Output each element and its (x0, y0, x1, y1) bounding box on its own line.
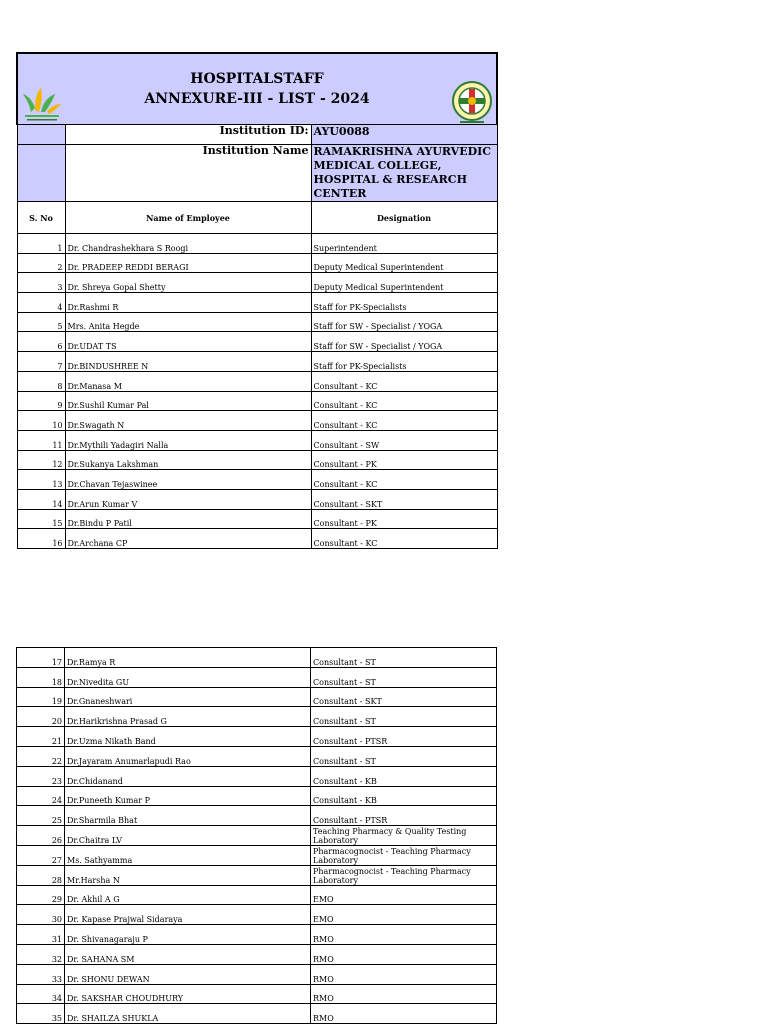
row-serial-number: 29 (17, 885, 65, 905)
row-employee-name: Dr. SHONU DEWAN (65, 964, 311, 984)
row-designation: Consultant - ST (311, 746, 497, 766)
row-employee-name: Dr.Ramya R (65, 648, 311, 668)
blank-cell (17, 145, 65, 202)
row-serial-number: 22 (17, 746, 65, 766)
college-logo-icon (21, 84, 63, 124)
table-row (17, 826, 497, 846)
row-serial-number: 18 (17, 667, 65, 687)
institution-id-label: Institution ID: (65, 125, 311, 145)
row-serial-number: 10 (17, 411, 65, 431)
row-employee-name: Dr.Bindu P Patil (65, 509, 311, 529)
table-row (17, 312, 497, 332)
table-row (17, 450, 497, 470)
table-row (17, 727, 497, 747)
row-employee-name: Dr. SAHANA SM (65, 944, 311, 964)
row-designation: Consultant - ST (311, 707, 497, 727)
row-serial-number: 14 (17, 489, 65, 509)
row-employee-name: Dr.Harikrishna Prasad G (65, 707, 311, 727)
row-designation: Staff for PK-Specialists (311, 352, 497, 372)
row-serial-number: 5 (17, 312, 65, 332)
row-serial-number: 8 (17, 371, 65, 391)
row-designation: RMO (311, 925, 497, 945)
table-row (17, 925, 497, 945)
row-designation: Consultant - KB (311, 766, 497, 786)
row-serial-number: 13 (17, 470, 65, 490)
table-row (17, 332, 497, 352)
row-employee-name: Dr. PRADEEP REDDI BERAGI (65, 253, 311, 273)
title-banner (17, 53, 497, 125)
table-row (17, 293, 497, 313)
table-row (17, 786, 497, 806)
row-serial-number: 25 (17, 806, 65, 826)
row-employee-name: Dr. Akhil A G (65, 885, 311, 905)
row-designation: Consultant - PTSR (311, 727, 497, 747)
row-employee-name: Dr. Chandrashekhara S Roogi (65, 234, 311, 254)
institution-name-label: Institution Name (65, 145, 311, 202)
row-employee-name: Mr.Harsha N (65, 865, 311, 885)
row-employee-name: Dr.Gnaneshwari (65, 687, 311, 707)
row-employee-name: Dr.UDAT TS (65, 332, 311, 352)
institution-seal-icon (451, 81, 493, 125)
row-employee-name: Dr.Chavan Tejaswinee (65, 470, 311, 490)
row-designation: Deputy Medical Superintendent (311, 253, 497, 273)
row-employee-name: Mrs. Anita Hegde (65, 312, 311, 332)
row-serial-number: 24 (17, 786, 65, 806)
row-employee-name: Dr. Kapase Prajwal Sidaraya (65, 905, 311, 925)
row-serial-number: 1 (17, 234, 65, 254)
row-serial-number: 32 (17, 944, 65, 964)
row-designation: RMO (311, 944, 497, 964)
row-employee-name: Dr.Uzma Nikath Band (65, 727, 311, 747)
row-designation: Consultant - ST (311, 667, 497, 687)
row-serial-number: 9 (17, 391, 65, 411)
table-row (17, 391, 497, 411)
row-employee-name: Dr. Shivanagaraju P (65, 925, 311, 945)
table-row (17, 411, 497, 431)
row-designation: Consultant - PK (311, 450, 497, 470)
table-row (17, 667, 497, 687)
table-row (17, 687, 497, 707)
row-designation: Consultant - SKT (311, 687, 497, 707)
row-designation: Consultant - SW (311, 430, 497, 450)
staff-table-page-2 (16, 647, 497, 1024)
row-employee-name: Dr.Sushil Kumar Pal (65, 391, 311, 411)
row-designation: RMO (311, 1004, 497, 1024)
row-employee-name: Dr. Shreya Gopal Shetty (65, 273, 311, 293)
table-row (17, 885, 497, 905)
column-header-designation: Designation (311, 202, 497, 234)
row-serial-number: 11 (17, 430, 65, 450)
row-designation: Consultant - KC (311, 411, 497, 431)
table-row (17, 984, 497, 1004)
row-serial-number: 20 (17, 707, 65, 727)
table-row (17, 648, 497, 668)
row-employee-name: Dr.Sharmila Bhat (65, 806, 311, 826)
row-designation: Pharmacognocist - Teaching Pharmacy Laboratory (311, 865, 497, 885)
row-designation: Teaching Pharmacy & Quality Testing Laboratory (311, 826, 497, 846)
row-designation: EMO (311, 885, 497, 905)
row-designation: Consultant - KC (311, 529, 497, 549)
row-employee-name: Dr.Mythili Yadagiri Nalla (65, 430, 311, 450)
table-row (17, 489, 497, 509)
table-row (17, 273, 497, 293)
table-row (17, 371, 497, 391)
report-title: HOSPITALSTAFF (190, 71, 324, 87)
table-row (17, 430, 497, 450)
row-serial-number: 33 (17, 964, 65, 984)
table-row (17, 865, 497, 885)
staff-table-page-1 (16, 52, 498, 549)
row-serial-number: 16 (17, 529, 65, 549)
row-serial-number: 19 (17, 687, 65, 707)
row-designation: Consultant - PK (311, 509, 497, 529)
column-header-name: Name of Employee (65, 202, 311, 234)
row-designation: Consultant - SKT (311, 489, 497, 509)
row-serial-number: 15 (17, 509, 65, 529)
table-row (17, 509, 497, 529)
row-designation: Staff for PK-Specialists (311, 293, 497, 313)
table-row (17, 806, 497, 826)
table-row (17, 707, 497, 727)
row-employee-name: Dr.Manasa M (65, 371, 311, 391)
row-designation: Consultant - KC (311, 371, 497, 391)
row-employee-name: Ms. Sathyamma (65, 845, 311, 865)
table-row (17, 253, 497, 273)
row-employee-name: Dr.Archana CP (65, 529, 311, 549)
table-row (17, 944, 497, 964)
column-header-row (17, 202, 497, 234)
row-employee-name: Dr.Nivedita GU (65, 667, 311, 687)
row-serial-number: 34 (17, 984, 65, 1004)
institution-id-value: AYU0088 (311, 125, 497, 145)
table-row (17, 234, 497, 254)
row-designation: Consultant - PTSR (311, 806, 497, 826)
row-designation: Staff for SW - Specialist / YOGA (311, 332, 497, 352)
row-serial-number: 4 (17, 293, 65, 313)
row-designation: EMO (311, 905, 497, 925)
row-serial-number: 2 (17, 253, 65, 273)
row-employee-name: Dr.Rashmi R (65, 293, 311, 313)
report-subtitle: ANNEXURE-III - LIST - 2024 (144, 91, 370, 107)
blank-cell (17, 125, 65, 145)
row-serial-number: 28 (17, 865, 65, 885)
table-row (17, 845, 497, 865)
row-designation: Superintendent (311, 234, 497, 254)
row-designation: Deputy Medical Superintendent (311, 273, 497, 293)
row-employee-name: Dr.Puneeth Kumar P (65, 786, 311, 806)
row-employee-name: Dr.Chaitra LV (65, 826, 311, 846)
row-employee-name: Dr.Arun Kumar V (65, 489, 311, 509)
row-designation: Consultant - KB (311, 786, 497, 806)
row-serial-number: 17 (17, 648, 65, 668)
row-serial-number: 12 (17, 450, 65, 470)
table-row (17, 1004, 497, 1024)
row-designation: Consultant - KC (311, 391, 497, 411)
row-employee-name: Dr. SHAILZA SHUKLA (65, 1004, 311, 1024)
table-row (17, 470, 497, 490)
row-employee-name: Dr.Sukanya Lakshman (65, 450, 311, 470)
row-designation: Consultant - KC (311, 470, 497, 490)
row-serial-number: 35 (17, 1004, 65, 1024)
row-serial-number: 30 (17, 905, 65, 925)
row-employee-name: Dr.Chidanand (65, 766, 311, 786)
table-row (17, 964, 497, 984)
row-designation: Pharmacognocist - Teaching Pharmacy Laboratory (311, 845, 497, 865)
table-row (17, 352, 497, 372)
row-designation: RMO (311, 984, 497, 1004)
row-serial-number: 31 (17, 925, 65, 945)
table-row (17, 905, 497, 925)
row-serial-number: 23 (17, 766, 65, 786)
column-header-sno: S. No (17, 202, 65, 234)
table-row (17, 746, 497, 766)
row-employee-name: Dr.Jayaram Anumarlapudi Rao (65, 746, 311, 766)
row-designation: RMO (311, 964, 497, 984)
row-designation: Consultant - ST (311, 648, 497, 668)
institution-name-value: RAMAKRISHNA AYURVEDIC MEDICAL COLLEGE, HOSPITAL & RESEARCH CENTER (311, 145, 497, 202)
row-serial-number: 7 (17, 352, 65, 372)
table-row (17, 529, 497, 549)
table-row (17, 766, 497, 786)
row-serial-number: 26 (17, 826, 65, 846)
row-serial-number: 3 (17, 273, 65, 293)
row-serial-number: 6 (17, 332, 65, 352)
row-employee-name: Dr. SAKSHAR CHOUDHURY (65, 984, 311, 1004)
row-serial-number: 21 (17, 727, 65, 747)
row-designation: Staff for SW - Specialist / YOGA (311, 312, 497, 332)
row-serial-number: 27 (17, 845, 65, 865)
row-employee-name: Dr.Swagath N (65, 411, 311, 431)
row-employee-name: Dr.BINDUSHREE N (65, 352, 311, 372)
